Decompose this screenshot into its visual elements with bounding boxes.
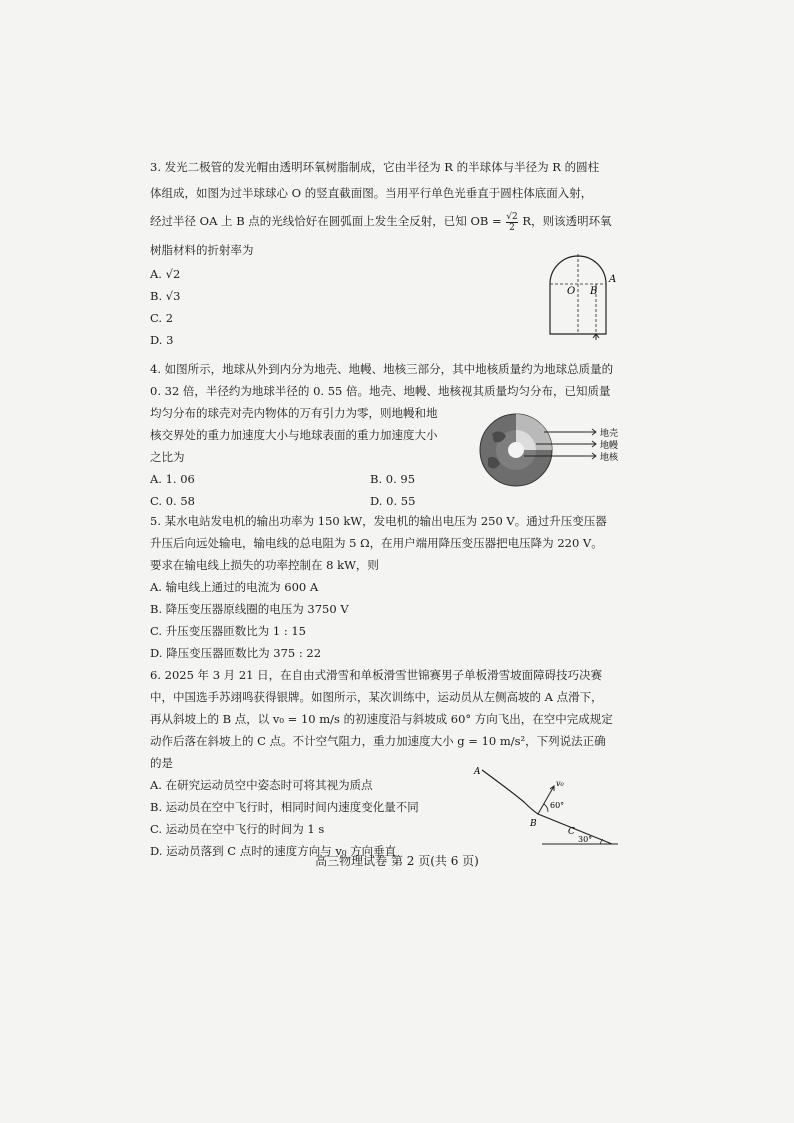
q5-line-3: 要求在输电线上损失的功率控制在 8 kW，则 <box>150 558 379 572</box>
q6-label-a: A <box>474 767 481 777</box>
q6-label-c: C <box>568 827 575 837</box>
q3-line-3b: R，则该透明环氧 <box>522 214 612 228</box>
q6-line-2: 中，中国选手苏翊鸣获得银牌。如图所示，某次训练中，运动员从左侧高坡的 A 点滑下， <box>150 690 603 704</box>
q3-led-figure <box>538 248 618 340</box>
q6-line-4: 动作后落在斜坡上的 C 点。不计空气阻力，重力加速度大小 g = 10 m/s²，下列说法正确 <box>150 734 606 748</box>
q6-line-3: 再从斜坡上的 B 点，以 v₀ = 10 m/s 的初速度沿与斜坡成 60° 方向飞出，在空中完成规定 <box>150 712 613 726</box>
q4-option-c: C. 0. 58 <box>150 494 195 508</box>
q6-line-1: 6. 2025 年 3 月 21 日，在自由式滑雪和单板滑雪世锦赛男子单板滑雪坡面障碍技巧决赛 <box>150 668 603 682</box>
q6-option-d: D. 运动员落到 C 点时的速度方向与 v₀ 方向垂直 <box>150 844 397 858</box>
q4-option-d: D. 0. 55 <box>370 494 416 508</box>
q4-line-5: 之比为 <box>150 450 185 464</box>
q6-label-60: 60° <box>550 801 565 810</box>
q4-earth-figure <box>478 410 648 490</box>
q3-option-a: A. √2 <box>150 266 181 281</box>
q5-line-1: 5. 某水电站发电机的输出功率为 150 kW，发电机的输出电压为 250 V。通过升压变压器 <box>150 514 607 528</box>
q6-line-5: 的是 <box>150 756 173 770</box>
q3-line-2: 体组成，如图为过半球球心 O 的竖直截面图。当用平行单色光垂直于圆柱体底面入射， <box>150 186 593 200</box>
q5-option-a: A. 输电线上通过的电流为 600 A <box>150 580 319 594</box>
q4-line-2: 0. 32 倍，半径约为地球半径的 0. 55 倍。地壳、地幔、地核视其质量均匀分布，已知质量 <box>150 384 611 398</box>
q3-fraction <box>506 212 517 233</box>
q4-line-3: 均匀分布的球壳对壳内物体的万有引力为零，则地幔和地 <box>150 406 438 420</box>
q6-label-b: B <box>530 819 537 829</box>
q6-option-c: C. 运动员在空中飞行的时间为 1 s <box>150 822 325 836</box>
q4-line-4: 核交界处的重力加速度大小与地球表面的重力加速度大小 <box>150 428 438 442</box>
q5-option-d: D. 降压变压器匝数比为 375 : 22 <box>150 646 322 660</box>
q5-option-b: B. 降压变压器原线圈的电压为 3750 V <box>150 602 349 616</box>
q4-option-a: A. 1. 06 <box>150 472 195 486</box>
q3-label-b: B <box>590 286 598 297</box>
page-footer: 高三物理试卷 第 2 页(共 6 页) <box>315 854 479 868</box>
q6-option-b: B. 运动员在空中飞行时，相同时间内速度变化量不同 <box>150 800 419 814</box>
q3-option-c: C. 2 <box>150 310 174 325</box>
q4-label-core: 地核 <box>600 453 619 463</box>
q3-label-o: O <box>567 286 576 297</box>
q4-option-b: B. 0. 95 <box>370 472 416 486</box>
q3-label-a: A <box>609 274 617 285</box>
q3-frac-num: √2 <box>506 211 518 222</box>
q5-line-2: 升压后向远处输电，输电线的总电阻为 5 Ω，在用户端用降压变压器把电压降为 220 V。 <box>150 536 603 550</box>
q6-option-a: A. 在研究运动员空中姿态时可将其视为质点 <box>150 778 373 792</box>
q5-option-c: C. 升压变压器匝数比为 1 : 15 <box>150 624 306 638</box>
question-5 <box>150 510 650 664</box>
q3-option-d: D. 3 <box>150 332 174 347</box>
q3-line-4: 树脂材料的折射率为 <box>150 242 254 257</box>
q6-label-30: 30° <box>578 835 593 844</box>
q3-line-3a: 经过半径 OA 上 B 点的光线恰好在圆弧面上发生全反射，已知 OB = <box>150 214 502 228</box>
q3-line-3 <box>150 210 650 233</box>
q4-label-mantle: 地幔 <box>600 441 619 451</box>
q3-line-1: 3. 发光二极管的发光帽由透明环氧树脂制成，它由半径为 R 的半球体与半径为 R 的圆柱 <box>150 160 600 174</box>
q6-label-v0: v₀ <box>556 779 564 788</box>
q6-slope-figure <box>472 762 622 848</box>
q4-line-1: 4. 如图所示，地球从外到内分为地壳、地幔、地核三部分，其中地核质量约为地球总质量的 <box>150 362 614 376</box>
q4-label-crust: 地壳 <box>600 429 619 439</box>
q3-frac-den: 2 <box>509 222 515 233</box>
q3-option-b: B. √3 <box>150 288 181 303</box>
